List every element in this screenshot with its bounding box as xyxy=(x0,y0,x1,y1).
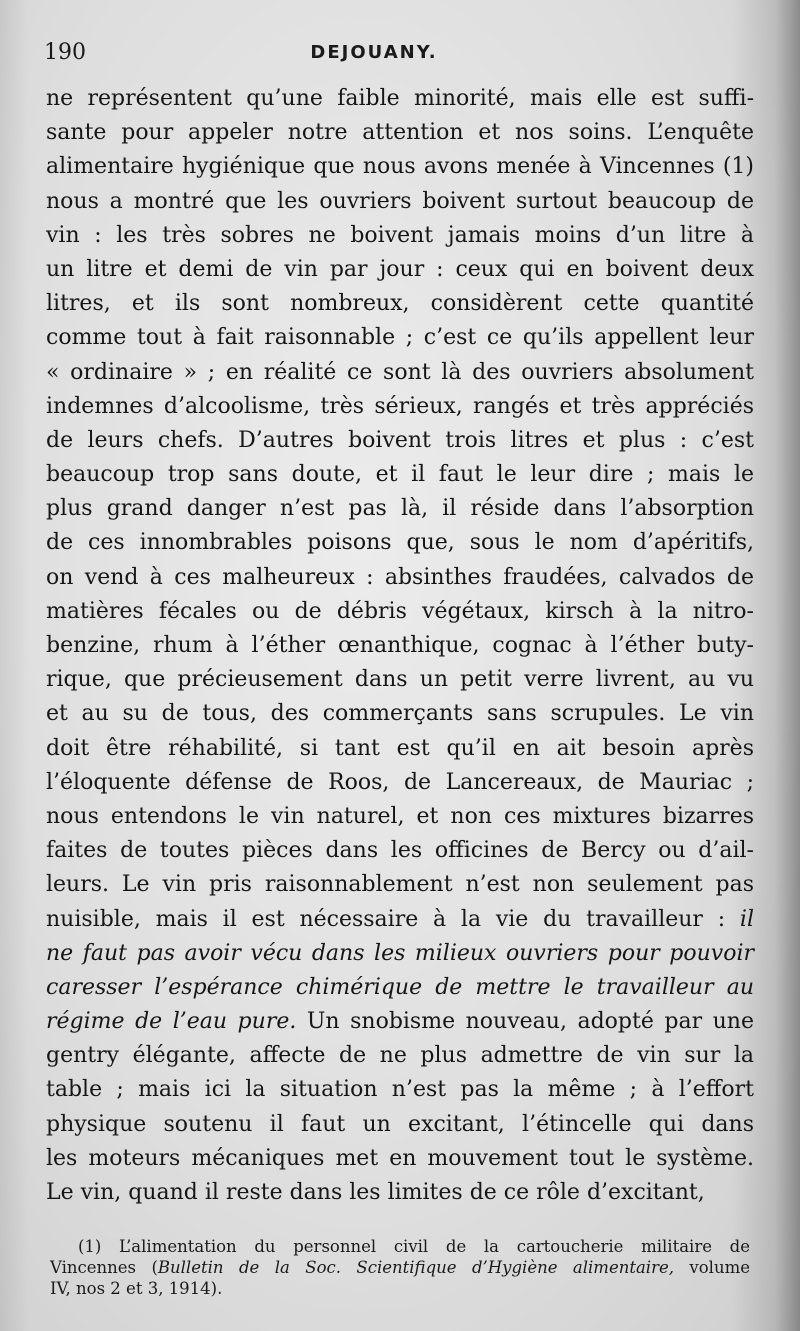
text-line: benzine, rhum à l’éther œnanthique, cognac à l’éther buty- xyxy=(46,633,754,658)
text-line-mixed xyxy=(46,903,754,937)
text-line-mixed xyxy=(46,1005,754,1039)
text-line: ne représentent qu’une faible minorité, mais elle est suffi- xyxy=(46,86,754,111)
page-number: 190 xyxy=(44,40,86,65)
text-line: alimentaire hygiénique que nous avons menée à Vincennes (1) xyxy=(46,154,754,180)
text-line: et au su de tous, des commerçants sans scrupules. Le vin xyxy=(46,701,754,727)
text-line: vin : les très sobres ne boivent jamais moins d’un litre à xyxy=(46,222,754,248)
text-line: doit être réhabilité, si tant est qu’il en ait besoin après xyxy=(46,735,754,761)
text-line: Le vin, quand il reste dans les limites de ce rôle d’excitant, xyxy=(46,1180,705,1205)
text-line: faites de toutes pièces dans les officines de Bercy ou d’ail- xyxy=(46,838,754,864)
text-line: l’éloquente défense de Roos, de Lancereaux, de Mauriac ; xyxy=(46,769,754,795)
text-line: « ordinaire » ; en réalité ce sont là des ouvriers absolument xyxy=(46,359,754,385)
text-line: matières fécales ou de débris végétaux, kirsch à la nitro- xyxy=(46,598,754,624)
footnote-roman: volume xyxy=(673,1258,750,1277)
text-line: nous entendons le vin naturel, et non ces mixtures bizarres xyxy=(46,803,754,829)
text-line: on vend à ces malheureux : absinthes fraudées, calvados de xyxy=(46,564,754,590)
text-line: beaucoup trop sans doute, et il faut le leur dire ; mais le xyxy=(46,462,754,488)
italic-text: il xyxy=(739,906,754,932)
body-text xyxy=(46,82,754,1210)
text-line: nous a montré que les ouvriers boivent surtout beaucoup de xyxy=(46,188,754,214)
footnote-line: IV, nos 2 et 3, 1914). xyxy=(50,1279,223,1298)
footnote-italic: Bulletin de la Soc. Scientifique d’Hygiène alimentaire, xyxy=(157,1258,674,1277)
text-line: indemnes d’alcoolisme, très sérieux, rangés et très appréciés xyxy=(46,393,754,419)
footnote xyxy=(50,1236,750,1299)
text-line: un litre et demi de vin par jour : ceux qui en boivent deux xyxy=(46,256,754,282)
text-line: rique, que précieusement dans un petit verre livrent, au vu xyxy=(46,667,754,693)
text-line: plus grand danger n’est pas là, il réside dans l’absorption xyxy=(46,496,754,522)
italic-line: ne faut pas avoir vécu dans les milieux ouvriers pour pouvoir xyxy=(46,940,754,966)
text-line: litres, et ils sont nombreux, considèrent cette quantité xyxy=(46,291,754,317)
text-line: les moteurs mécaniques met en mouvement tout le système. xyxy=(46,1145,754,1171)
text-line: de leurs chefs. D’autres boivent trois litres et plus : c’est xyxy=(46,427,754,453)
text-line: physique soutenu il faut un excitant, l’étincelle qui dans xyxy=(46,1111,754,1137)
footnote-line: (1) L’alimentation du personnel civil de la cartoucherie militaire de xyxy=(78,1237,750,1256)
footnote-roman: Vincennes ( xyxy=(50,1258,158,1277)
roman-text: Un snobisme nouveau, adopté par une xyxy=(296,1009,754,1035)
footnote-line-mixed xyxy=(50,1257,750,1278)
roman-text: nuisible, mais il est nécessaire à la vie du travailleur : xyxy=(46,906,740,932)
text-line: de ces innombrables poisons que, sous le nom d’apéritifs, xyxy=(46,530,754,556)
text-line: table ; mais ici la situation n’est pas la même ; à l’effort xyxy=(46,1077,754,1103)
text-line: sante pour appeler notre attention et nos soins. L’enquête xyxy=(46,120,754,146)
italic-text: régime de l’eau pure. xyxy=(46,1009,297,1035)
running-head: DEJOUANY. xyxy=(310,42,438,63)
text-line: gentry élégante, affecte de ne plus admettre de vin sur la xyxy=(46,1043,754,1069)
italic-line: caresser l’espérance chimérique de mettre le travailleur au xyxy=(46,974,754,1000)
page-header xyxy=(44,40,744,70)
text-line: comme tout à fait raisonnable ; c’est ce qu’ils appellent leur xyxy=(46,325,754,351)
text-line: leurs. Le vin pris raisonnablement n’est non seulement pas xyxy=(46,872,754,898)
